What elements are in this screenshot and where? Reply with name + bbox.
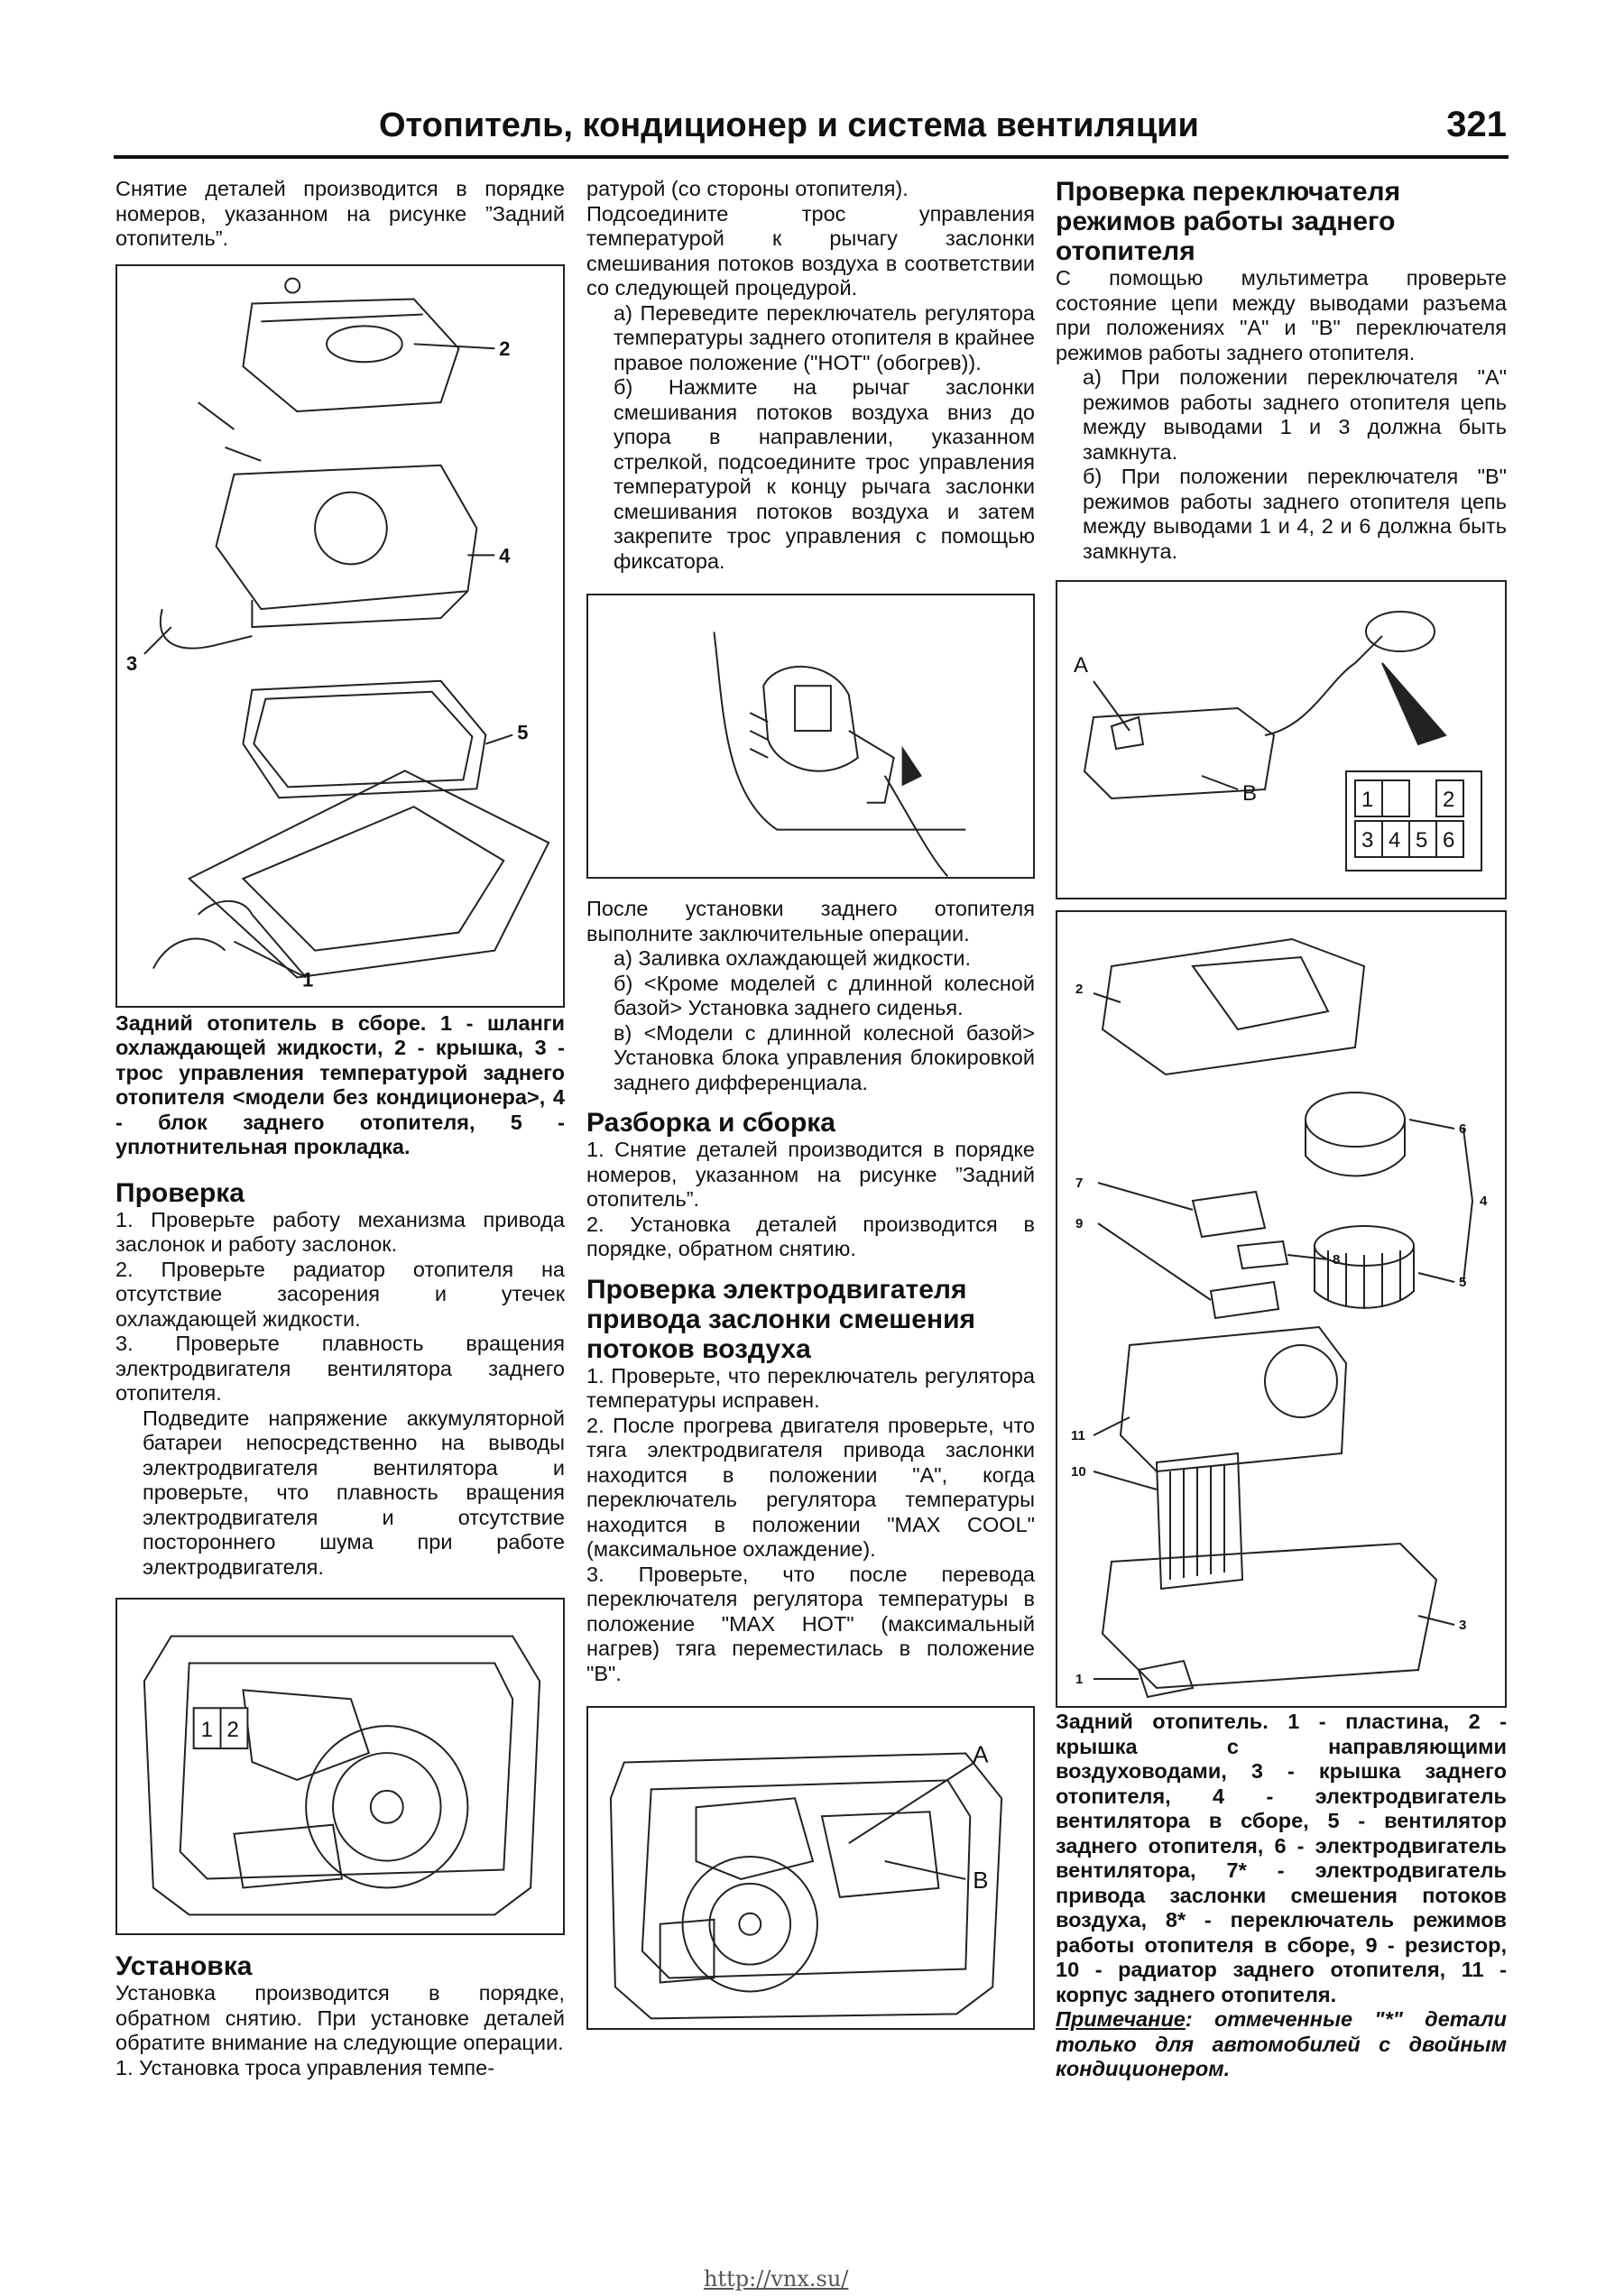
check-item-1: 1. Проверьте работу механизма привода заслонок и работу заслонок.: [115, 1207, 565, 1256]
connector-pin-1: 1: [1361, 788, 1374, 812]
header-rule: [114, 155, 1509, 159]
after-install-c: в) <Модели с длинной колесной базой> Установка блока управления блокировкой заднего дифференциала.: [614, 1020, 1035, 1094]
fig6-label-5: 5: [1459, 1275, 1467, 1290]
motor-check-heading: Проверка электродвигателя привода заслонки смешения потоков воздуха: [586, 1274, 976, 1364]
rear-heater-parts-drawing: [1057, 912, 1505, 1706]
disassembly-1: 1. Снятие деталей производится в порядке номеров, указанном на рисунке ”Задний отопитель”.: [586, 1138, 1035, 1211]
fig1-label-5: 5: [517, 721, 529, 744]
connector-pin-5: 5: [1416, 828, 1428, 853]
fig1-label-3: 3: [125, 651, 138, 675]
switch-check-text: С помощью мультиметра проверьте состояние цепи между выводами разъема при положениях "А" и "В" переключателя режимов работы заднего отопителя.: [1056, 266, 1507, 364]
figure-mode-switch-connector: [1056, 580, 1507, 899]
check-item-3: 3. Проверьте плавность вращения электродвигателя вентилятора заднего отопителя.: [115, 1332, 565, 1405]
mode-switch-drawing: [1057, 582, 1505, 898]
motor-check-1: 1. Проверьте, что переключатель регулятора температуры исправен.: [586, 1363, 1035, 1412]
fig2-pin-1: 1: [200, 1718, 213, 1743]
note-text: : отмеченные "*" детали только для автомобилей с двойным кондиционером.: [1056, 2007, 1507, 2080]
fig4-label-a: A: [973, 1742, 989, 1768]
column-2: [586, 177, 1035, 2030]
fig6-label-6: 6: [1459, 1121, 1467, 1137]
fig1-label-1: 1: [302, 967, 314, 991]
after-install-a: а) Заливка охлаждающей жидкости.: [614, 946, 972, 970]
motor-check-2: 2. После прогрева двигателя проверьте, что тяга электродвигателя привода заслонки находится в положении "А", когда переключатель регулятора температуры находится в положении "MAX COOL" (максимальное охлаждение).: [586, 1413, 1035, 1561]
switch-check-a: а) При положении переключателя "А" режимов работы заднего отопителя цепь между выводами 1 и 3 должна быть замкнута.: [1083, 365, 1507, 464]
fig1-label-2: 2: [499, 337, 511, 360]
connector-pin-2: 2: [1443, 788, 1455, 812]
fig6-label-11: 11: [1071, 1428, 1085, 1443]
check-heading: Проверка: [115, 1177, 245, 1208]
connector-pin-3: 3: [1361, 828, 1374, 853]
figure-blower-motor-top-view: [115, 1598, 565, 1935]
column-1: [115, 177, 565, 2080]
connector-pin-6: 6: [1443, 828, 1455, 853]
fig2-pin-2: 2: [226, 1718, 239, 1743]
install-text: Установка производится в порядке, обратном снятию. При установке деталей обратите внимание на следующие операции.: [115, 1981, 565, 2054]
cable-step-a: а) Переведите переключатель регулятора температуры заднего отопителя в крайнее правое положение ("HOT" (обогрев)).: [614, 300, 1035, 374]
check-item-3-detail: Подведите напряжение аккумуляторной батареи непосредственно на выводы электродвигателя вентилятора и проверьте, что плавность вращения электродвигателя и отсутствие постороннего шума при работе электродвигателя.: [143, 1406, 565, 1579]
fig6-label-1: 1: [1075, 1672, 1084, 1687]
check-item-2: 2. Проверьте радиатор отопителя на отсутствие засорения и утечек охлаждающей жидкости.: [115, 1257, 565, 1331]
fig6-note: [1056, 2007, 1507, 2082]
install-item-1: 1. Установка троса управления темпе-: [115, 2055, 495, 2079]
connector-pin-4: 4: [1389, 828, 1401, 853]
disassembly-2: 2. Установка деталей производится в порядке, обратном снятию.: [586, 1212, 1035, 1260]
fig1-caption: Задний отопитель в сборе. 1 - шланги охлаждающей жидкости, 2 - крышка, 3 - трос управления температурой заднего отопителя <модели без кондиционера>, 4 - блок заднего отопителя, 5 - уплотнительная прокладка.: [115, 1010, 565, 1158]
actuator-positions-drawing: [588, 1708, 1033, 2028]
fig6-label-7: 7: [1075, 1176, 1084, 1191]
fig5-label-b: B: [1242, 781, 1258, 806]
figure-damper-lever: [586, 594, 1035, 879]
damper-lever-drawing: [588, 595, 1033, 877]
fig6-label-4: 4: [1480, 1194, 1488, 1209]
motor-check-3: 3. Проверьте, что после перевода переключателя регулятора температуры в положение "MAX HOT" (максимальный нагрев) тяга переместилась в положение "В".: [586, 1562, 1035, 1685]
fig6-label-8: 8: [1333, 1252, 1341, 1268]
blower-motor-drawing: [117, 1600, 563, 1933]
cable-step-b: б) Нажмите на рычаг заслонки смешивания потоков воздуха вниз до упора в направлении, указанном стрелкой, подсоедините трос управления температурой к концу рычага заслонки смешивания потоков воздуха и затем закрепите трос управления с помощью фиксатора.: [614, 375, 1035, 573]
install-heading: Установка: [115, 1951, 253, 1981]
fig6-caption: Задний отопитель. 1 - пластина, 2 - крышка с направляющими воздуховодами, 3 - крышка заднего отопителя, 4 - электродвигатель вентилятора в сборе, 5 - вентилятор заднего отопителя, 6 - электродвигатель вентилятора, 7* - электродвигатель привода заслонки смешения потоков воздуха, 8* - переключатель режимов работы отопителя в сборе, 9 - резистор, 10 - радиатор заднего отопителя, 11 - корпус заднего отопителя.: [1056, 1710, 1507, 2006]
after-install-b: б) <Кроме моделей с длинной колесной базой> Установка заднего сиденья.: [614, 971, 1035, 1019]
switch-check-b: б) При положении переключателя "В" режимов работы заднего отопителя цепь между выводами 1 и 4, 2 и 6 должна быть замкнута.: [1083, 465, 1507, 563]
cable-cont: ратурой (со стороны отопителя).: [586, 177, 909, 200]
cable-procedure: Подсоедините трос управления температурой к рычагу заслонки смешивания потоков воздуха в соответствии со следующей процедурой.: [586, 201, 1035, 300]
page-header-title: Отопитель, кондиционер и система вентиляции: [379, 106, 1199, 144]
fig5-label-a: A: [1074, 653, 1089, 678]
column-3: [1056, 177, 1507, 2082]
figure-rear-heater-exploded: [1056, 910, 1507, 1708]
disassembly-heading: Разборка и сборка: [586, 1108, 835, 1138]
figure-actuator-positions: [586, 1706, 1035, 2030]
fig6-label-10: 10: [1071, 1464, 1086, 1480]
switch-check-heading: Проверка переключателя режимов работы заднего отопителя: [1056, 177, 1401, 266]
page-number: 321: [1446, 105, 1507, 144]
footer-url[interactable]: http://vnx.su/: [704, 2266, 849, 2291]
note-label: Примечание: [1056, 2007, 1186, 2031]
intro-paragraph: Снятие деталей производится в порядке номеров, указанном на рисунке ”Задний отопитель”.: [115, 177, 565, 250]
after-install-intro: После установки заднего отопителя выполните заключительные операции.: [586, 897, 1035, 945]
fig1-label-4: 4: [499, 543, 511, 567]
figure-rear-heater-assembly: [115, 264, 565, 1008]
fig6-label-9: 9: [1075, 1216, 1084, 1231]
fig6-label-3: 3: [1459, 1618, 1467, 1633]
fig4-label-b: B: [973, 1867, 989, 1894]
fig6-label-2: 2: [1075, 982, 1084, 997]
rear-heater-exploded-drawing: [117, 266, 563, 1006]
